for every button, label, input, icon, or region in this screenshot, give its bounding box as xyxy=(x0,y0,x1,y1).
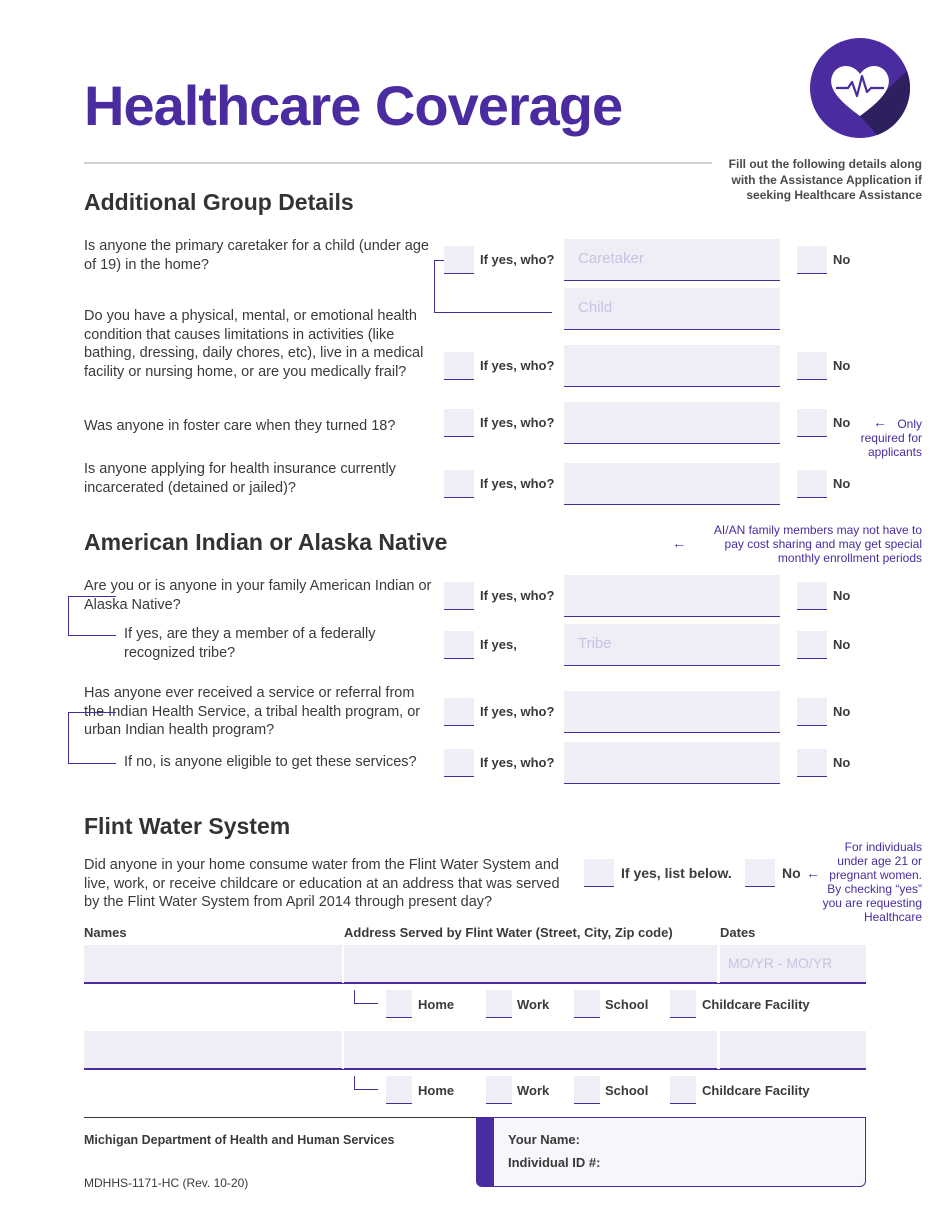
applicant-id-box xyxy=(476,1117,866,1187)
name-field-2[interactable] xyxy=(84,1031,342,1069)
address-field-1[interactable] xyxy=(344,945,717,983)
if-yes-who-label: If yes, who? xyxy=(480,252,555,267)
home-label: Home xyxy=(418,997,455,1012)
eligible-yes-checkbox[interactable] xyxy=(444,749,474,777)
childcare-label: Childcare Facility xyxy=(702,997,810,1012)
caretaker-child-connector xyxy=(434,312,552,313)
flint-no-checkbox[interactable] xyxy=(745,859,775,887)
no-label: No xyxy=(833,476,851,491)
row-underline xyxy=(84,983,866,984)
header-divider xyxy=(84,162,712,164)
childcare-checkbox-2[interactable] xyxy=(670,1076,696,1104)
page-title: Healthcare Coverage xyxy=(84,74,623,137)
health-no-checkbox[interactable] xyxy=(797,352,827,380)
dates-field-1[interactable]: MO/YR - MO/YR xyxy=(720,945,866,983)
if-yes-list-below-label: If yes, list below. xyxy=(621,865,732,881)
aian-yes-checkbox[interactable] xyxy=(444,582,474,610)
column-header-address: Address Served by Flint Water (Street, City, Zip code) xyxy=(344,925,673,940)
section-title-group-details: Additional Group Details xyxy=(84,189,354,215)
school-checkbox-1[interactable] xyxy=(574,990,600,1018)
work-label: Work xyxy=(517,997,550,1012)
health-who-field[interactable] xyxy=(564,345,780,387)
question-incarcerated: Is anyone applying for health insurance currently incarcerated (detained or jailed)? xyxy=(84,461,396,496)
ihs-yes-checkbox[interactable] xyxy=(444,698,474,726)
health-yes-checkbox[interactable] xyxy=(444,352,474,380)
no-label: No xyxy=(833,252,851,267)
caretaker-no-checkbox[interactable] xyxy=(797,246,827,274)
ihs-bracket xyxy=(68,712,116,764)
question-tribe: If yes, are they a member of a federally recognized tribe? xyxy=(124,626,376,661)
ihs-who-field[interactable] xyxy=(564,691,780,733)
row-underline xyxy=(84,1069,866,1070)
no-label: No xyxy=(833,358,851,373)
foster-who-field[interactable] xyxy=(564,402,780,444)
if-yes-who-label: If yes, who? xyxy=(480,476,555,491)
individual-id-field[interactable] xyxy=(624,1151,854,1173)
aian-bracket xyxy=(68,596,116,636)
aian-note: AI/AN family members may not have to pay cost sharing and may get special monthly enrollment periods xyxy=(713,523,922,565)
child-field[interactable]: Child xyxy=(564,288,780,330)
row-bracket xyxy=(354,990,378,1004)
question-health-condition: Do you have a physical, mental, or emotional health condition that causes limitations in activities (like bathing, dressing, daily chores, etc), live in a medical facility or nursing home, or are you medically frail? xyxy=(84,308,424,380)
work-checkbox-1[interactable] xyxy=(486,990,512,1018)
question-ihs-eligible: If no, is anyone eligible to get these services? xyxy=(124,754,417,770)
your-name-field[interactable] xyxy=(604,1128,854,1150)
question-flint-water: Did anyone in your home consume water from the Flint Water System and live, work, or receive childcare or education at an address that was served by the Flint Water System from April 2014 through present day? xyxy=(84,857,560,910)
foster-no-checkbox[interactable] xyxy=(797,409,827,437)
heart-pulse-icon xyxy=(810,38,910,138)
dates-field-2[interactable] xyxy=(720,1031,866,1069)
intro-note: Fill out the following details along with the Assistance Application if seeking Healthcare Assistance xyxy=(728,157,922,202)
row-bracket xyxy=(354,1076,378,1090)
section-title-aian: American Indian or Alaska Native xyxy=(84,529,448,555)
eligible-no-checkbox[interactable] xyxy=(797,749,827,777)
no-label: No xyxy=(833,588,851,603)
no-label: No xyxy=(782,865,801,881)
column-header-names: Names xyxy=(84,925,127,940)
if-yes-who-label: If yes, who? xyxy=(480,415,555,430)
no-label: No xyxy=(833,755,851,770)
individual-id-label: Individual ID #: xyxy=(508,1155,601,1170)
home-checkbox-1[interactable] xyxy=(386,990,412,1018)
incarcerated-who-field[interactable] xyxy=(564,463,780,505)
home-checkbox-2[interactable] xyxy=(386,1076,412,1104)
caretaker-bracket xyxy=(434,260,444,313)
if-yes-who-label: If yes, who? xyxy=(480,358,555,373)
foster-yes-checkbox[interactable] xyxy=(444,409,474,437)
childcare-checkbox-1[interactable] xyxy=(670,990,696,1018)
arrow-left-icon: ← xyxy=(873,414,887,430)
if-yes-who-label: If yes, who? xyxy=(480,755,555,770)
arrow-left-icon: ← xyxy=(672,535,686,551)
work-label: Work xyxy=(517,1083,550,1098)
if-yes-label: If yes, xyxy=(480,637,517,652)
school-label: School xyxy=(605,997,649,1012)
arrow-left-icon: ← xyxy=(806,865,820,881)
incarcerated-yes-checkbox[interactable] xyxy=(444,470,474,498)
tribe-field[interactable]: Tribe xyxy=(564,624,780,666)
if-yes-who-label: If yes, who? xyxy=(480,704,555,719)
tribe-no-checkbox[interactable] xyxy=(797,631,827,659)
no-label: No xyxy=(833,415,851,430)
no-label: No xyxy=(833,637,851,652)
caretaker-yes-checkbox[interactable] xyxy=(444,246,474,274)
address-field-2[interactable] xyxy=(344,1031,717,1069)
home-label: Home xyxy=(418,1083,455,1098)
agency-name: Michigan Department of Health and Human Services xyxy=(84,1133,395,1147)
aian-no-checkbox[interactable] xyxy=(797,582,827,610)
work-checkbox-2[interactable] xyxy=(486,1076,512,1104)
caretaker-field[interactable]: Caretaker xyxy=(564,239,780,281)
school-checkbox-2[interactable] xyxy=(574,1076,600,1104)
form-number: MDHHS-1171-HC (Rev. 10-20) xyxy=(84,1176,249,1190)
column-header-dates: Dates xyxy=(720,925,756,940)
school-label: School xyxy=(605,1083,649,1098)
tribe-yes-checkbox[interactable] xyxy=(444,631,474,659)
section-title-flint: Flint Water System xyxy=(84,813,291,839)
flint-yes-checkbox[interactable] xyxy=(584,859,614,887)
question-ihs-service: Has anyone ever received a service or referral from the Indian Health Service, a tribal health program, or urban Indian health program? xyxy=(84,685,421,738)
if-yes-who-label: If yes, who? xyxy=(480,588,555,603)
childcare-label: Childcare Facility xyxy=(702,1083,810,1098)
question-caretaker: Is anyone the primary caretaker for a child (under age of 19) in the home? xyxy=(84,238,429,273)
foster-note: Only required for applicants xyxy=(860,417,922,459)
name-field-1[interactable] xyxy=(84,945,342,983)
no-label: No xyxy=(833,704,851,719)
your-name-label: Your Name: xyxy=(508,1132,580,1147)
aian-who-field[interactable] xyxy=(564,575,780,617)
eligible-who-field[interactable] xyxy=(564,742,780,784)
question-aian: Are you or is anyone in your family American Indian or Alaska Native? xyxy=(84,578,432,613)
flint-note: For individuals under age 21 or pregnant women. By checking “yes” you are requesting Healthcare xyxy=(822,840,922,924)
ihs-no-checkbox[interactable] xyxy=(797,698,827,726)
incarcerated-no-checkbox[interactable] xyxy=(797,470,827,498)
question-foster-care: Was anyone in foster care when they turned 18? xyxy=(84,418,396,434)
